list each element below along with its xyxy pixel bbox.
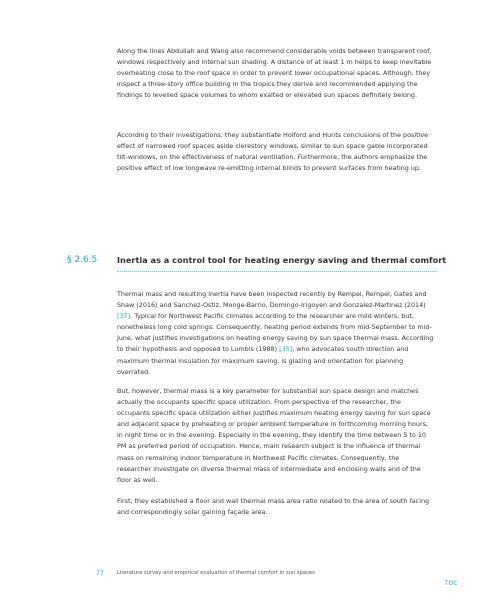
toc-link[interactable]: TOC [445, 580, 458, 587]
paragraph-voids: Along the lines Abdullah and Wang also recommend considerable voids between transparent roof, windows respectively and internal sun shading. A distance of at least 1 m helps to keep inevitable overheating close to the roof space in order to prevent lower occupational spaces. Although, they inspect a three-story office building in the tropics they derive and recommended applying the findings to levelled space volumes to whom exalted or elevated sun spaces definitely belong. [117, 47, 432, 100]
paragraph-text: , who advocates south direction and maximum thermal insulation for maximum saving, is glazing and orientation for planning overrated. [117, 345, 409, 376]
paragraph-text: Thermal mass and resulting inertia have been inspected recently by Rempel, Rempel, Gates and Shaw (2016) and Sanchez-Ostiz, Monge-Barrio, Domingo-Irigoyen and Gonzalez-Martinez (2014) [117, 290, 427, 310]
section-divider [117, 271, 437, 272]
paragraph-thermal-mass [117, 289, 435, 378]
citation-link[interactable]: [35] [279, 345, 293, 354]
section-number: § 2.6.5 [67, 255, 98, 265]
citation-link[interactable]: [37] [117, 312, 131, 321]
paragraph-area-ratio: First, they established a floor and wall thermal mass area ratio related to the area of south facing and correspondingly solar gaining façade area. [117, 497, 430, 517]
section-title: Inertia as a control tool for heating energy saving and thermal comfort [117, 255, 447, 265]
paragraph-key-parameter: But, however, thermal mass is a key parameter for substantial sun space design and matches actually the occupants specific space utilization. From perspective of the researcher, the occupants specific space utilization either justifies maximum heating energy saving for sun space and adjacent space by preheating or proper ambient temperature in forthcoming morning hours, in night time or in the evening. Especially in the evening, they identify the time between 5 to 10 PM as preferred period of occupation. Hence, main research subject is the influence of thermal mass on remaining indoor temperature in Northwest Pacific climates. Consequently, the researcher investigate on diverse thermal mass of intermediate and enclosing walls and of the floor as well. [117, 387, 431, 484]
paragraph-investigations: According to their investigations, they substantiate Holford and Hunts conclusions of the positive effect of narrowed roof spaces aside clerestory windows, similar to sun space gable incorporated tilt-windows, on the effectiveness of natural ventilation. Furthermore, the authors emphasize the positive effect of low longwave re-emitting internal blinds to prevent surfaces from heating up. [117, 131, 429, 173]
paragraph-text: . Typical for Northwest Pacific climates according to the researcher are mild winters, but, nonetheless long cold springs. Consequently, heating period extends from mid-September to mid-June, what justifies investigations on heating energy saving by sun space thermal mass. According to their hypothesis and opposed to Lumbis (1988) [117, 312, 434, 354]
running-footer: Literature survey and empirical evaluation of thermal comfort in sun spaces [117, 570, 315, 576]
page-number: 77 [96, 570, 104, 577]
